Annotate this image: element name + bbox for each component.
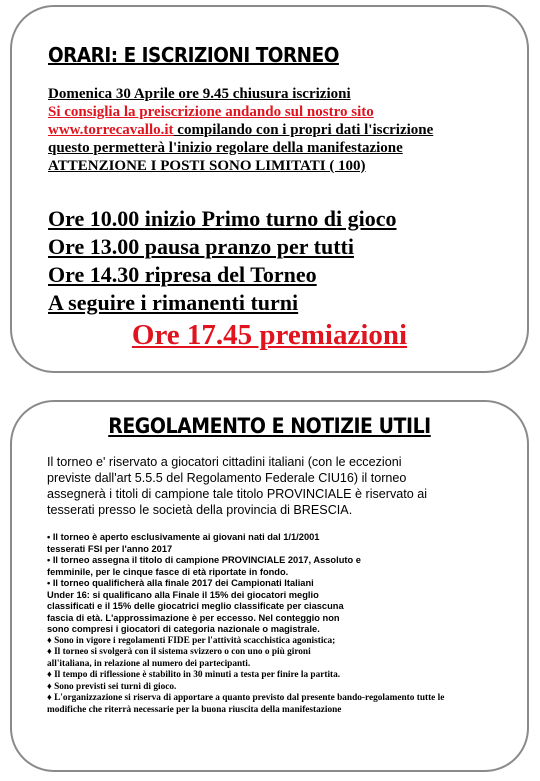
rule-line: • Il torneo assegna il titolo di campione PROVINCIALE 2017, Assoluto e bbox=[47, 555, 361, 565]
website-line bbox=[48, 121, 433, 139]
intro-line: assegnerà i titoli di campione tale titolo PROVINCIALE è riservato ai bbox=[47, 487, 428, 501]
rule-line: sono compresi i giocatori di categoria nazionale o magistrale. bbox=[47, 624, 320, 634]
rule-line: • Il torneo è aperto esclusivamente ai giovani nati dal 1/1/2001 bbox=[47, 532, 320, 542]
closing-registration-line: Domenica 30 Aprile ore 9.45 chiusura iscrizioni bbox=[48, 86, 351, 102]
rule-item bbox=[47, 647, 517, 670]
intro-line: previste dall'art 5.5.5 del Regolamento Federale CIU16) il torneo bbox=[47, 471, 407, 485]
rule-line: Under 16: si qualificano alla Finale il 15% dei giocatori meglio bbox=[47, 589, 319, 600]
rule-item bbox=[47, 636, 517, 648]
rule-item bbox=[47, 555, 517, 578]
rule-line: tesserati FSI per l'anno 2017 bbox=[47, 543, 173, 554]
regolamento-intro bbox=[47, 454, 497, 518]
rule-line: ♦ Il torneo si svolgerà con il sistema svizzero o con uno o più gironi bbox=[47, 647, 311, 657]
rule-line: ♦ L'organizzazione si riserva di apportare a quanto previsto dal presente bando-regolamento tutte le bbox=[47, 693, 445, 703]
rule-line: fascia di età. L'approssimazione è per eccesso. Nel conteggio non bbox=[47, 612, 340, 623]
premiazioni-line: Ore 17.45 premiazioni bbox=[131, 319, 408, 351]
regolamento-card bbox=[10, 400, 529, 772]
regular-start-line: questo permetterà l'inizio regolare della manifestazione bbox=[48, 140, 403, 156]
website-line-rest: compilando con i propri dati l'iscrizione bbox=[173, 122, 434, 138]
limited-places-line: ATTENZIONE I POSTI SONO LIMITATI ( 100) bbox=[48, 158, 366, 174]
orari-info bbox=[48, 85, 433, 175]
orari-title: ORARI: E ISCRIZIONI TORNEO bbox=[48, 43, 339, 67]
rule-item bbox=[47, 532, 517, 555]
preregistration-advice-line: Si consiglia la preiscrizione andando sul nostro sito bbox=[48, 104, 374, 120]
rule-line: • Il torneo qualificherà alla finale 2017 dei Campionati Italiani bbox=[47, 578, 314, 588]
rule-item bbox=[47, 682, 517, 694]
rule-line: femminile, per le cinque fasce di età riportate in fondo. bbox=[47, 566, 289, 577]
rule-line: classificati e il 15% delle giocatrici meglio classificate per ciascuna bbox=[47, 601, 344, 611]
intro-line: tesserati presso le società della provincia di BRESCIA. bbox=[47, 503, 353, 517]
rule-line: ♦ Sono previsti sei turni di gioco. bbox=[47, 681, 177, 692]
intro-line: Il torneo e' riservato a giocatori cittadini italiani (con le eccezioni bbox=[47, 455, 402, 469]
regolamento-title: REGOLAMENTO E NOTIZIE UTILI bbox=[108, 414, 431, 438]
schedule-item: Ore 13.00 pausa pranzo per tutti bbox=[48, 234, 354, 259]
rule-line: modifiche che riterrà necessarie per la buona riuscita della manifestazione bbox=[47, 704, 342, 715]
rule-item bbox=[47, 578, 517, 636]
rule-line: ♦ Il tempo di riflessione è stabilito in 30 minuti a testa per finire la partita. bbox=[47, 670, 341, 680]
rule-line: ♦ Sono in vigore i regolamenti FIDE per l'attività scacchistica agonistica; bbox=[47, 635, 336, 646]
rule-item bbox=[47, 693, 517, 716]
schedule-item: Ore 14.30 ripresa del Torneo bbox=[48, 262, 317, 287]
website-link[interactable]: www.torrecavallo.it bbox=[48, 122, 174, 138]
orari-card bbox=[10, 5, 529, 373]
schedule-item: Ore 10.00 inizio Primo turno di gioco bbox=[48, 206, 397, 231]
rules-list bbox=[47, 532, 517, 716]
rule-item bbox=[47, 670, 517, 682]
schedule-list bbox=[48, 205, 397, 317]
rule-line: all'italiana, in relazione al numero dei partecipanti. bbox=[47, 658, 251, 669]
schedule-item: A seguire i rimanenti turni bbox=[48, 290, 299, 315]
